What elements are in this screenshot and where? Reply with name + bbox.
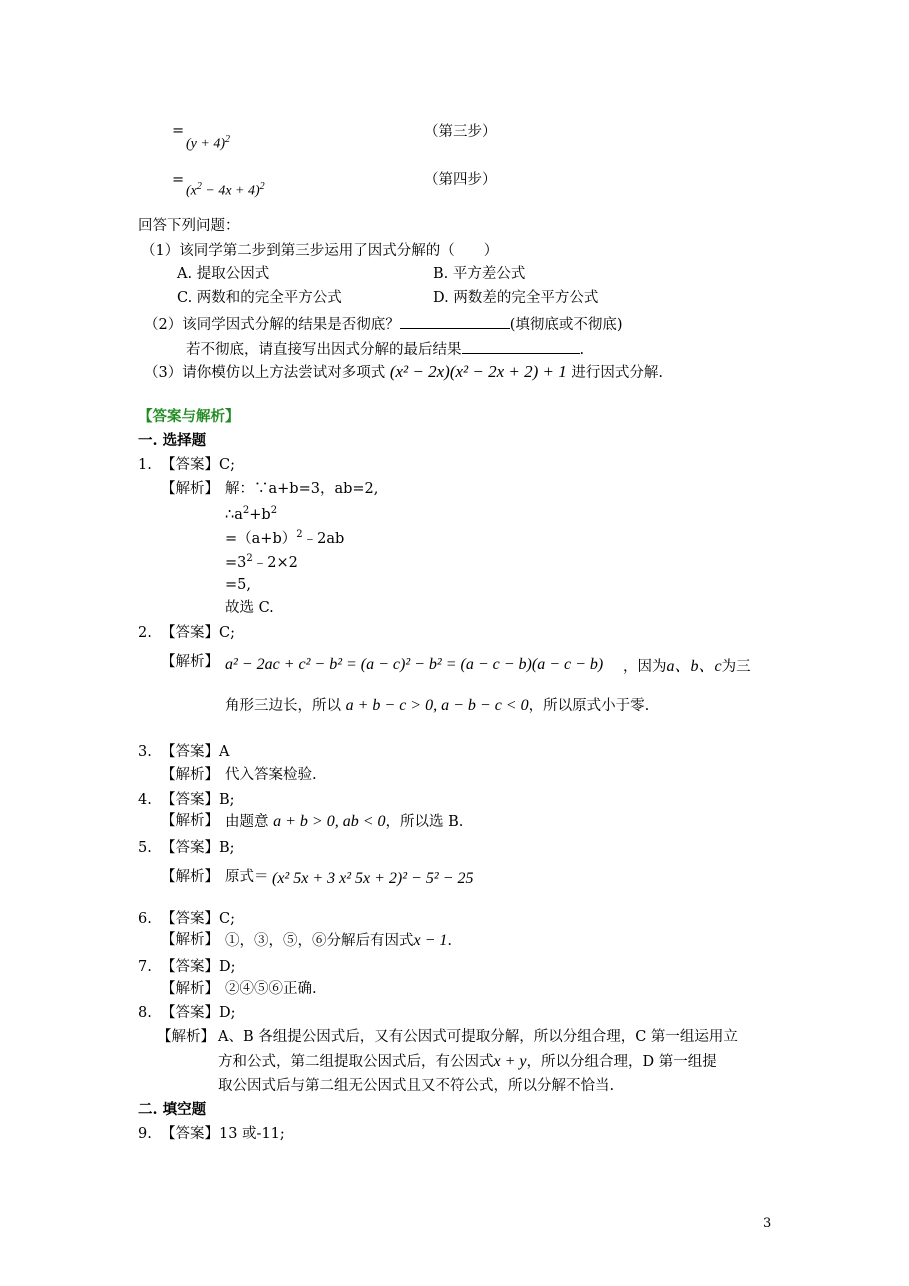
item-3-explain: 代入答案检验. (225, 767, 317, 783)
step3-equals: = (172, 123, 185, 139)
item-8-line-1: A、B 各组提公因式后，又有公因式可提取分解，所以分组合理，C 第一组运用立 (218, 1029, 738, 1045)
item-4-answer: 【答案】B; (161, 792, 235, 808)
option-c: C. 两数和的完全平方公式 (177, 290, 342, 306)
step3-expression: $(y + 4)^2$ (186, 134, 230, 152)
item-1-line-2: $\therefore a^2+b^2$ (225, 505, 278, 523)
item-4-explain: 由题意 a + b > 0, ab < 0，所以选 B. (225, 813, 464, 830)
item-6-answer: 【答案】C; (161, 911, 235, 927)
item-6-explain-label: 【解析】 (161, 932, 219, 948)
item-5-answer: 【答案】B; (161, 840, 235, 856)
answer-blank-2[interactable] (462, 339, 580, 354)
item-8-expression: x + y (493, 1053, 527, 1070)
item-7-explain-label: 【解析】 (161, 981, 219, 997)
item-3-explain-label: 【解析】 (161, 767, 219, 783)
question-2: （2）该同学因式分解的结果是否彻底？ (填彻底或不彻底) (144, 314, 623, 334)
item-3-answer: 【答案】A (161, 744, 230, 760)
item-1-line-1: 解：∵a+b=3，ab=2, (225, 481, 379, 497)
answers-heading: 【答案与解析】 (138, 408, 240, 425)
page-number: 3 (763, 1216, 772, 1231)
item-2-number: 2. (138, 625, 152, 641)
item-8-line-2: 方和公式，第二组提取公因式后，有公因式x + y，所以分组合理，D 第一组提 (218, 1053, 717, 1070)
item-4-explain-label: 【解析】 (161, 813, 219, 829)
question-1: （1）该同学第二步到第三步运用了因式分解的（ ） (141, 243, 499, 259)
question-3: （3）请你模仿以上方法尝试对多项式 (x² − 2x)(x² − 2x + 2) + 1 进行因式分解. (144, 362, 663, 381)
question-3-expression: (x² − 2x)(x² − 2x + 2) + 1 (389, 362, 567, 381)
item-5-explain-label: 【解析】 (161, 869, 219, 885)
item-7-number: 7. (138, 959, 152, 975)
item-2-text-1: ，因为a、b、c为三 (623, 658, 751, 675)
item-1-line-4: $=3^2﹣2\times 2$ (225, 553, 298, 571)
item-1-line-5: =5, (225, 577, 251, 593)
item-4-expression: a + b > 0, ab < 0 (273, 813, 386, 830)
section-1-heading: 一. 选择题 (138, 432, 207, 449)
step3-label: （第三步） (424, 124, 497, 140)
question-2-followup: 若不彻底，请直接写出因式分解的最后结果 . (186, 339, 584, 359)
item-5-text: 原式＝ (225, 869, 269, 885)
item-2-line-2: 角形三边长，所以 a + b − c > 0, a − b − c < 0，所以原式小于零. (225, 697, 650, 714)
item-6-explain: ①，③，⑤，⑥分解后有因式x − 1. (225, 932, 453, 949)
item-1-answer: 【答案】C; (161, 457, 235, 473)
item-8-explain-label: 【解析】 (157, 1029, 215, 1045)
item-2-inequality: a + b − c > 0, a − b − c < 0 (345, 697, 529, 714)
item-2-explain-label: 【解析】 (161, 654, 219, 670)
option-d: D. 两数差的完全平方公式 (433, 290, 599, 306)
step4-equals: = (172, 172, 185, 188)
item-4-number: 4. (138, 792, 152, 808)
item-6-number: 6. (138, 911, 152, 927)
item-6-expression: x − 1 (413, 932, 448, 949)
item-5-expression: (x² 5x + 3 x² 5x + 2)² − 5² − 25 (272, 870, 474, 887)
item-1-line-6: 故选 C. (225, 600, 274, 616)
item-7-answer: 【答案】D; (161, 959, 236, 975)
item-3-number: 3. (138, 744, 152, 760)
section-2-heading: 二. 填空题 (138, 1101, 207, 1118)
item-5-number: 5. (138, 840, 152, 856)
item-8-number: 8. (138, 1005, 152, 1021)
item-9-answer: 【答案】13 或-11; (161, 1126, 285, 1142)
option-b: B. 平方差公式 (433, 266, 526, 282)
step4-row (172, 172, 184, 189)
option-a: A. 提取公因式 (177, 266, 270, 282)
step3-row (172, 123, 184, 140)
answer-blank-1[interactable] (400, 314, 510, 329)
item-2-answer: 【答案】C; (161, 625, 235, 641)
item-1-explain-label: 【解析】 (161, 481, 219, 497)
item-9-number: 9. (138, 1126, 152, 1142)
item-7-explain: ②④⑤⑥正确. (225, 981, 317, 997)
item-1-line-3: $=(a+b)^2﹣2ab$ (225, 529, 345, 547)
prompt-text: 回答下列问题： (138, 218, 240, 234)
item-1-number: 1. (138, 457, 152, 473)
step4-expression: $(x^2 - 4x + 4)^2$ (186, 181, 265, 199)
item-8-answer: 【答案】D; (161, 1005, 236, 1021)
item-8-line-3: 取公因式后与第二组无公因式且又不符公式，所以分解不恰当. (218, 1078, 615, 1094)
step4-label: （第四步） (424, 172, 497, 188)
item-2-expression: a² − 2ac + c² − b² = (a − c)² − b² = (a − c − b)(a − c − b) (225, 656, 604, 673)
